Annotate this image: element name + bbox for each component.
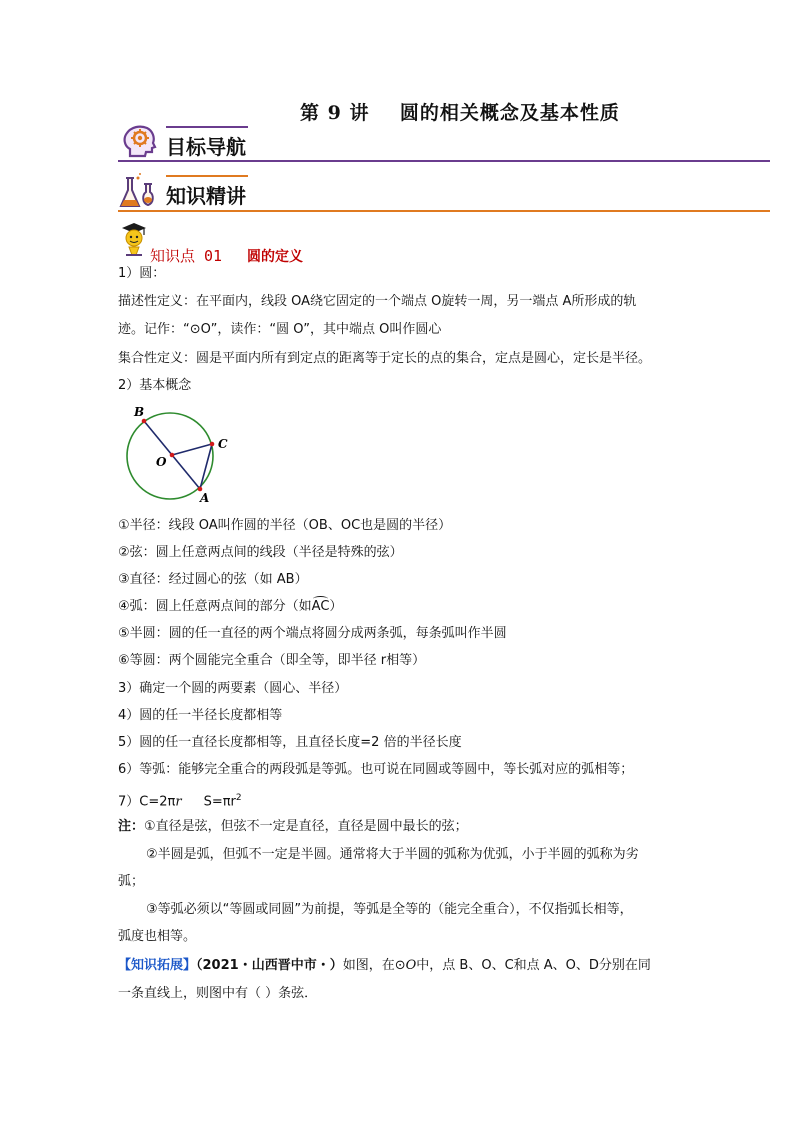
point-o [170, 453, 175, 458]
knowledge-point-name: 圆的定义 [247, 249, 303, 265]
knowledge-extension [118, 957, 651, 975]
note-1-text: ①直径是弦，但弦不一定是直径，直径是圆中最长的弦； [144, 819, 468, 834]
note-2: ②半圆是弧，但弧不一定是半圆。通常将大于半圆的弧称为优弧，小于半圆的弧称为劣 [146, 847, 639, 862]
note-1 [118, 818, 468, 836]
note-2-cont: 弧； [118, 874, 145, 889]
extension-question-b: 中，点 B、O、C和点 A、O、D分别在同 [416, 958, 651, 973]
concept-chord: ②弦：圆上任意两点间的线段（半径是特殊的弦） [118, 545, 403, 560]
page-title: 第 9 讲 圆的相关概念及基本性质 [300, 102, 620, 124]
area-exponent: 2 [235, 793, 242, 803]
label-a: A [200, 491, 210, 505]
chord-oc [172, 444, 212, 455]
concept-diameter: ③直径：经过圆心的弦（如 AB） [118, 572, 308, 587]
descriptive-definition-cont: 迹。记作：“⊙O”，读作：“圆 O”，其中端点 O叫作圆心 [118, 322, 442, 337]
concept-radius: ①半径：线段 OA叫作圆的半径（OB、OC也是圆的半径） [118, 518, 452, 533]
note-3: ③等弧必须以“等圆或同圆”为前提，等弧是全等的（能完全重合），不仅指弧长相等， [146, 902, 633, 917]
circle-figure [118, 400, 238, 512]
label-b: B [134, 405, 145, 419]
property-4: 4）圆的任一半径长度都相等 [118, 708, 283, 723]
lab-flask-icon [118, 172, 158, 212]
note-prefix: 注： [118, 819, 145, 834]
chord-bo [144, 421, 172, 455]
descriptive-definition: 描述性定义：在平面内，线段 OA绕它固定的一个端点 O旋转一周，另一端点 A所形成的轨 [118, 294, 637, 309]
concept-arc [118, 598, 342, 616]
point-c [210, 442, 215, 447]
knowledge-point-label: 知识点 01 [150, 247, 223, 265]
concept-semicircle: ⑤半圆：圆的任一直径的两个端点将圆分成两条弧，每条弧叫作半圆 [118, 626, 507, 641]
goal-divider [118, 160, 770, 162]
circle-heading: 1）圆： [118, 266, 166, 281]
property-5: 5）圆的任一直径长度都相等，且直径长度=2 倍的半径长度 [118, 735, 462, 750]
label-o: O [156, 455, 167, 469]
concept-arc-close: ） [329, 599, 343, 614]
circumference-formula: 7）C=2π [118, 794, 176, 810]
radius-symbol: r [175, 794, 182, 810]
property-6: 6）等弧：能够完全重合的两段弧是等弧。也可说在同圆或等圆中，等长弧对应的弧相等； [118, 762, 634, 777]
graduate-mascot-icon [118, 222, 150, 262]
note-3-cont: 弧度也相等。 [118, 929, 197, 944]
arc-ac: AC [311, 599, 330, 614]
label-c: C [218, 437, 228, 451]
extension-question-a: 如图，在⊙ [342, 958, 406, 973]
point-b [142, 419, 147, 424]
extension-source: （2021・山西晋中市・） [196, 958, 343, 973]
property-3: 3）确定一个圆的两要素（圆心、半径） [118, 681, 348, 696]
goal-header-topline [166, 126, 248, 128]
basic-concepts-heading: 2）基本概念 [118, 378, 192, 393]
property-7-formulas [118, 789, 242, 811]
set-definition: 集合性定义：圆是平面内所有到定点的距离等于定长的点的集合，定点是圆心，定长是半径。 [118, 351, 652, 366]
knowledge-header-topline [166, 175, 248, 177]
concept-equal-circles: ⑥等圆：两个圆能完全重合（即全等，即半径 r相等） [118, 653, 426, 668]
knowledge-section-title: 知识精讲 [166, 184, 246, 208]
extension-tag: 【知识拓展】 [118, 958, 197, 973]
goal-section-title: 目标导航 [166, 135, 246, 159]
knowledge-extension-cont: 一条直线上，则图中有（ ）条弦． [118, 986, 318, 1001]
head-gear-icon [120, 122, 160, 162]
knowledge-divider [118, 210, 770, 212]
chord-oa [172, 455, 200, 489]
concept-arc-text: ④弧：圆上任意两点间的部分（如 [118, 599, 312, 614]
area-formula: S=πr [203, 794, 236, 810]
chord-ca [200, 444, 212, 489]
extension-circle-o: O [405, 958, 417, 973]
